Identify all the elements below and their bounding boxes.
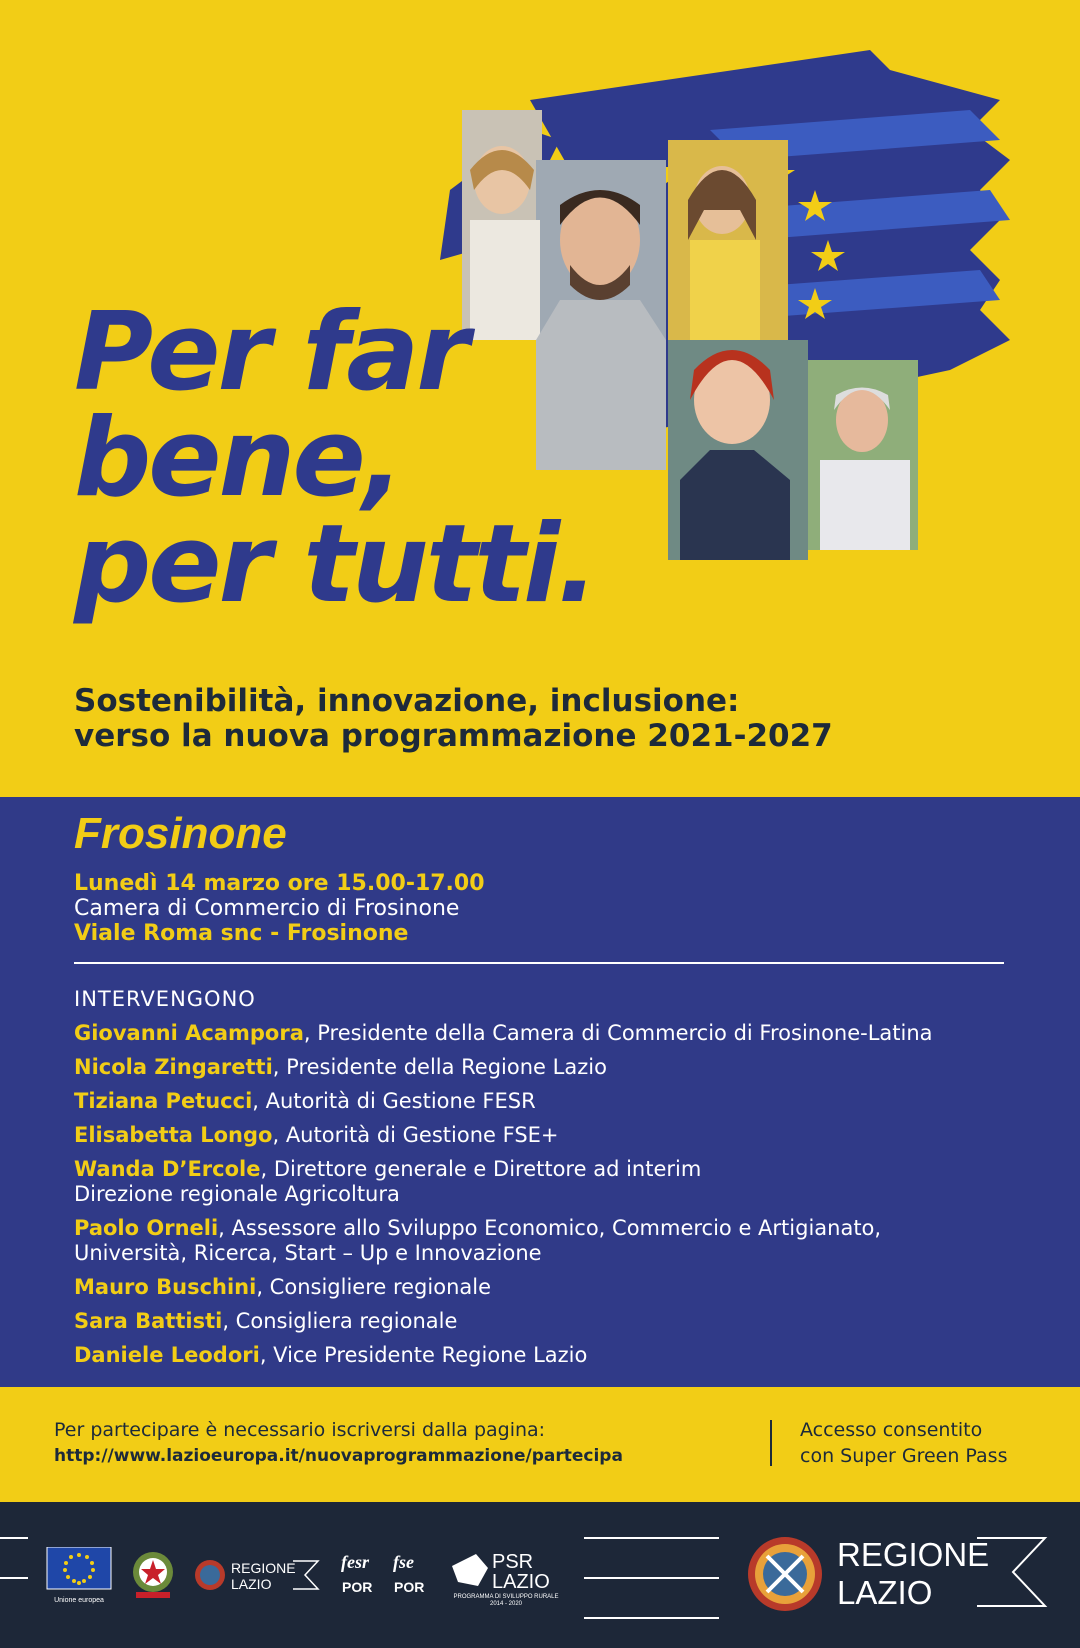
fse-logo: [390, 1548, 430, 1604]
speakers-list: [74, 1021, 1034, 1377]
event-date: Lunedì 14 marzo ore 15.00-17.00: [74, 871, 485, 896]
footer-line: [0, 1577, 28, 1579]
speaker-name: Mauro Buschini: [74, 1275, 257, 1299]
speaker-item: [74, 1089, 1034, 1114]
logos-footer: [0, 1502, 1080, 1648]
headline-line-1: Per far: [74, 290, 467, 415]
hero-section: [0, 0, 1080, 797]
speaker-item: [74, 1021, 1034, 1046]
headline-line-3: per tutti.: [74, 502, 596, 627]
region-big-line-1: REGIONE: [837, 1536, 990, 1573]
speaker-role-continued: Direzione regionale Agricoltura: [74, 1182, 400, 1206]
registration-section: [0, 1387, 1080, 1502]
speaker-name: Tiziana Petucci: [74, 1089, 253, 1113]
footer-line: [584, 1617, 719, 1619]
access-line-1: Accesso consentito: [800, 1419, 983, 1441]
registration-text: Per partecipare è necessario iscriversi dalla pagina:: [54, 1419, 546, 1441]
speaker-item: [74, 1309, 1034, 1334]
registration-info: [54, 1417, 623, 1469]
speaker-item: [74, 1343, 1034, 1368]
psr-line-2: LAZIO: [492, 1571, 550, 1593]
speaker-role: , Vice Presidente Regione Lazio: [259, 1343, 588, 1367]
svg-text:fse: fse: [393, 1552, 414, 1572]
event-details-section: [0, 797, 1080, 1387]
headline: [74, 290, 596, 627]
speaker-role: , Presidente della Camera di Commercio di Frosinone-Latina: [303, 1021, 933, 1045]
psr-line-1: PSR: [492, 1551, 534, 1573]
regione-lazio-small-logo: [193, 1557, 323, 1597]
headline-line-2: bene,: [74, 396, 401, 521]
speakers-label: INTERVENGONO: [74, 987, 256, 1011]
speaker-role: , Autorità di Gestione FSE+: [272, 1123, 559, 1147]
registration-link[interactable]: http://www.lazioeuropa.it/nuovaprogrammazione/partecipa: [54, 1446, 623, 1466]
speaker-name: Paolo Orneli: [74, 1216, 219, 1240]
subtitle: [74, 684, 833, 754]
speaker-role: , Consigliere regionale: [256, 1275, 491, 1299]
footer-line: [584, 1537, 719, 1539]
psr-years: 2014 - 2020: [489, 1601, 523, 1606]
footer-line: [584, 1577, 719, 1579]
footer-line: [0, 1537, 28, 1539]
vertical-divider: [770, 1420, 772, 1466]
regione-lazio-logo: [745, 1534, 1055, 1616]
fesr-label: POR: [342, 1579, 373, 1595]
region-small-line-2: LAZIO: [231, 1576, 272, 1592]
subtitle-line-2: verso la nuova programmazione 2021-2027: [74, 718, 833, 754]
speaker-item: [74, 1157, 1034, 1207]
eu-caption: Unione europea: [54, 1597, 104, 1604]
psr-caption: PROGRAMMA DI SVILUPPO RURALE: [453, 1594, 559, 1600]
fesr-logo: [338, 1548, 378, 1604]
woman-figure: [688, 166, 760, 340]
event-venue: Camera di Commercio di Frosinone: [74, 896, 460, 921]
speaker-item: [74, 1275, 1034, 1300]
eu-flag-logo: [46, 1547, 112, 1607]
divider: [74, 962, 1004, 964]
fse-label: POR: [394, 1579, 425, 1595]
speaker-name: Nicola Zingaretti: [74, 1055, 273, 1079]
speaker-item: [74, 1123, 1034, 1148]
speaker-item: [74, 1055, 1034, 1080]
access-note: [800, 1417, 1007, 1469]
event-info: [74, 871, 485, 946]
event-city: Frosinone: [74, 809, 287, 858]
svg-text:fesr: fesr: [341, 1552, 369, 1572]
speaker-item: [74, 1216, 1034, 1266]
event-address: Viale Roma snc - Frosinone: [74, 921, 409, 946]
psr-lazio-logo: [448, 1546, 568, 1606]
speaker-role: , Consigliera regionale: [222, 1309, 458, 1333]
speaker-name: Elisabetta Longo: [74, 1123, 273, 1147]
speaker-name: Sara Battisti: [74, 1309, 223, 1333]
region-big-line-2: LAZIO: [837, 1574, 933, 1611]
speaker-role-continued: Università, Ricerca, Start – Up e Innovazione: [74, 1241, 542, 1265]
access-line-2: con Super Green Pass: [800, 1445, 1008, 1467]
italian-emblem-logo: [128, 1548, 178, 1600]
subtitle-line-1: Sostenibilità, innovazione, inclusione:: [74, 683, 740, 719]
region-small-line-1: REGIONE: [231, 1560, 296, 1576]
speaker-name: Wanda D’Ercole: [74, 1157, 261, 1181]
speaker-role: , Presidente della Regione Lazio: [272, 1055, 607, 1079]
speaker-role: , Assessore allo Sviluppo Economico, Commercio e Artigianato,: [218, 1216, 882, 1240]
speaker-name: Giovanni Acampora: [74, 1021, 304, 1045]
speaker-role: , Direttore generale e Direttore ad interim: [260, 1157, 702, 1181]
speaker-name: Daniele Leodori: [74, 1343, 260, 1367]
speaker-role: , Autorità di Gestione FESR: [252, 1089, 536, 1113]
